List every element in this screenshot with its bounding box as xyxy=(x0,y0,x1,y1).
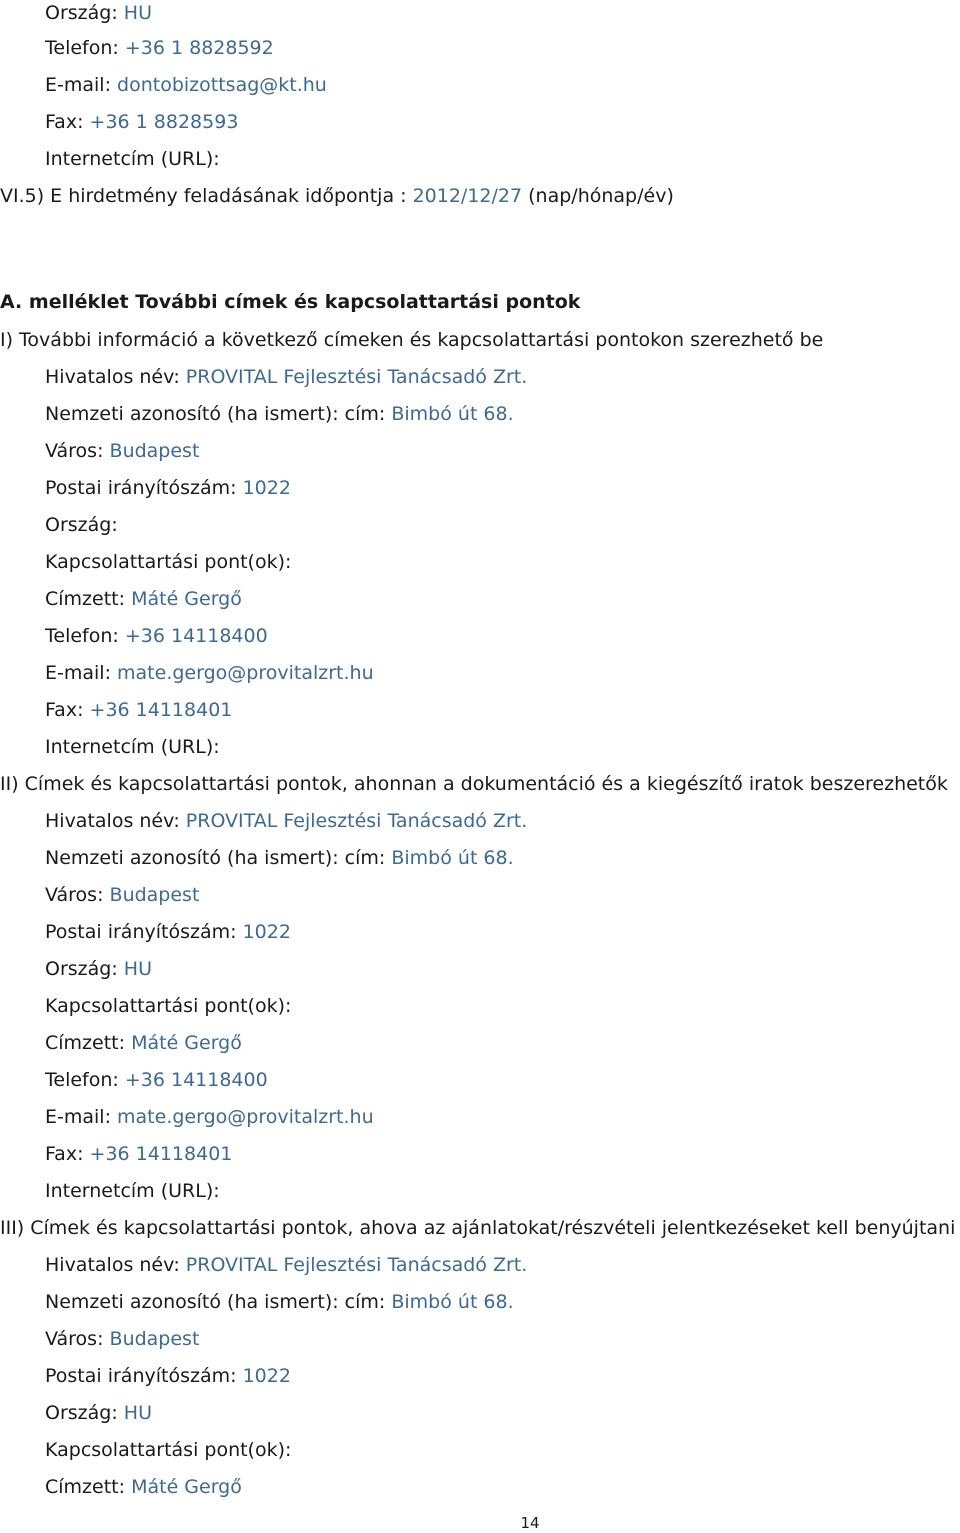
address-value: Bimbó út 68. xyxy=(391,847,514,869)
phone-value: +36 14118400 xyxy=(124,625,268,647)
url-label: Internetcím (URL): xyxy=(45,1180,220,1202)
section-1-email xyxy=(45,660,374,686)
dispatch-date-value: 2012/12/27 xyxy=(412,185,523,207)
section-1-recipient xyxy=(45,586,242,612)
section-3-name xyxy=(45,1252,527,1278)
country-label: Ország: xyxy=(45,958,118,980)
url-label: Internetcím (URL): xyxy=(45,736,220,758)
address-label: Nemzeti azonosító (ha ismert): cím: xyxy=(45,403,386,425)
section-1-name xyxy=(45,364,527,390)
name-label: Hivatalos név: xyxy=(45,366,180,388)
page-number: 14 xyxy=(520,1514,540,1532)
phone-label: Telefon: xyxy=(45,1069,119,1091)
address-value: Bimbó út 68. xyxy=(391,403,514,425)
section-1-zip xyxy=(45,475,291,501)
phone-label: Telefon: xyxy=(45,625,119,647)
dispatch-date-format: (nap/hónap/év) xyxy=(528,185,674,207)
address-label: Nemzeti azonosító (ha ismert): cím: xyxy=(45,1291,386,1313)
country-value: HU xyxy=(123,1402,152,1424)
section-3-heading: III) Címek és kapcsolattartási pontok, ahova az ajánlatokat/részvételi jelentkezéseket kell benyújtani xyxy=(0,1217,956,1239)
phone-value: +36 1 8828592 xyxy=(124,37,274,59)
country-label: Ország: xyxy=(45,1402,118,1424)
section-2-contact xyxy=(45,993,291,1019)
recipient-value: Máté Gergő xyxy=(131,1032,242,1054)
zip-label: Postai irányítószám: xyxy=(45,921,237,943)
fax-value: +36 1 8828593 xyxy=(89,111,239,133)
recipient-value: Máté Gergő xyxy=(131,1476,242,1498)
email-label: E-mail: xyxy=(45,662,111,684)
fax-label: Fax: xyxy=(45,1143,84,1165)
section-3-recipient xyxy=(45,1474,242,1500)
section-2-url xyxy=(45,1178,220,1204)
address-label: Nemzeti azonosító (ha ismert): cím: xyxy=(45,847,386,869)
section-3-country xyxy=(45,1400,152,1426)
section-3-zip xyxy=(45,1363,291,1389)
country-label: Ország: xyxy=(45,514,118,536)
name-value: PROVITAL Fejlesztési Tanácsadó Zrt. xyxy=(185,366,528,388)
section-3-city xyxy=(45,1326,199,1352)
section-3-address xyxy=(45,1289,514,1315)
annex-title: A. melléklet További címek és kapcsolattartási pontok xyxy=(0,291,581,313)
contact-label: Kapcsolattartási pont(ok): xyxy=(45,995,292,1017)
url-line xyxy=(45,146,220,172)
city-value: Budapest xyxy=(109,1328,200,1350)
section-2-phone xyxy=(45,1067,268,1093)
fax-label: Fax: xyxy=(45,111,84,133)
country-line xyxy=(45,0,152,26)
phone-line xyxy=(45,35,274,61)
email-label: E-mail: xyxy=(45,74,111,96)
email-label: E-mail: xyxy=(45,1106,111,1128)
zip-value: 1022 xyxy=(242,477,291,499)
name-label: Hivatalos név: xyxy=(45,810,180,832)
email-value: dontobizottsag@kt.hu xyxy=(117,74,327,96)
phone-value: +36 14118400 xyxy=(124,1069,268,1091)
city-label: Város: xyxy=(45,440,104,462)
dispatch-date-label: VI.5) E hirdetmény feladásának időpontja : xyxy=(0,185,407,207)
recipient-label: Címzett: xyxy=(45,588,126,610)
url-label: Internetcím (URL): xyxy=(45,148,220,170)
section-2-address xyxy=(45,845,514,871)
section-2-name xyxy=(45,808,527,834)
section-2-fax xyxy=(45,1141,232,1167)
country-label: Ország: xyxy=(45,2,118,24)
city-value: Budapest xyxy=(109,884,200,906)
zip-value: 1022 xyxy=(242,921,291,943)
section-2-zip xyxy=(45,919,291,945)
recipient-value: Máté Gergő xyxy=(131,588,242,610)
section-3-contact xyxy=(45,1437,291,1463)
fax-line xyxy=(45,109,238,135)
zip-value: 1022 xyxy=(242,1365,291,1387)
section-2-city xyxy=(45,882,199,908)
section-1-city xyxy=(45,438,199,464)
section-2-recipient xyxy=(45,1030,242,1056)
section-1-phone xyxy=(45,623,268,649)
section-1-fax xyxy=(45,697,232,723)
recipient-label: Címzett: xyxy=(45,1032,126,1054)
address-value: Bimbó út 68. xyxy=(391,1291,514,1313)
fax-value: +36 14118401 xyxy=(89,1143,233,1165)
section-1-contact xyxy=(45,549,291,575)
fax-label: Fax: xyxy=(45,699,84,721)
name-value: PROVITAL Fejlesztési Tanácsadó Zrt. xyxy=(185,1254,528,1276)
city-label: Város: xyxy=(45,1328,104,1350)
dispatch-date-line xyxy=(0,183,674,209)
country-value: HU xyxy=(123,958,152,980)
name-label: Hivatalos név: xyxy=(45,1254,180,1276)
section-1-heading: I) További információ a következő címeken és kapcsolattartási pontokon szerezhető be xyxy=(0,329,824,351)
contact-label: Kapcsolattartási pont(ok): xyxy=(45,551,292,573)
email-value: mate.gergo@provitalzrt.hu xyxy=(117,1106,374,1128)
zip-label: Postai irányítószám: xyxy=(45,1365,237,1387)
section-1-url xyxy=(45,734,220,760)
phone-label: Telefon: xyxy=(45,37,119,59)
country-value: HU xyxy=(123,2,152,24)
city-label: Város: xyxy=(45,884,104,906)
name-value: PROVITAL Fejlesztési Tanácsadó Zrt. xyxy=(185,810,528,832)
section-2-heading: II) Címek és kapcsolattartási pontok, ahonnan a dokumentáció és a kiegészítő iratok beszerezhetők xyxy=(0,773,948,795)
email-value: mate.gergo@provitalzrt.hu xyxy=(117,662,374,684)
section-2-email xyxy=(45,1104,374,1130)
section-1-address xyxy=(45,401,514,427)
email-line xyxy=(45,72,327,98)
section-2-country xyxy=(45,956,152,982)
recipient-label: Címzett: xyxy=(45,1476,126,1498)
contact-label: Kapcsolattartási pont(ok): xyxy=(45,1439,292,1461)
fax-value: +36 14118401 xyxy=(89,699,233,721)
city-value: Budapest xyxy=(109,440,200,462)
zip-label: Postai irányítószám: xyxy=(45,477,237,499)
section-1-country xyxy=(45,512,118,538)
